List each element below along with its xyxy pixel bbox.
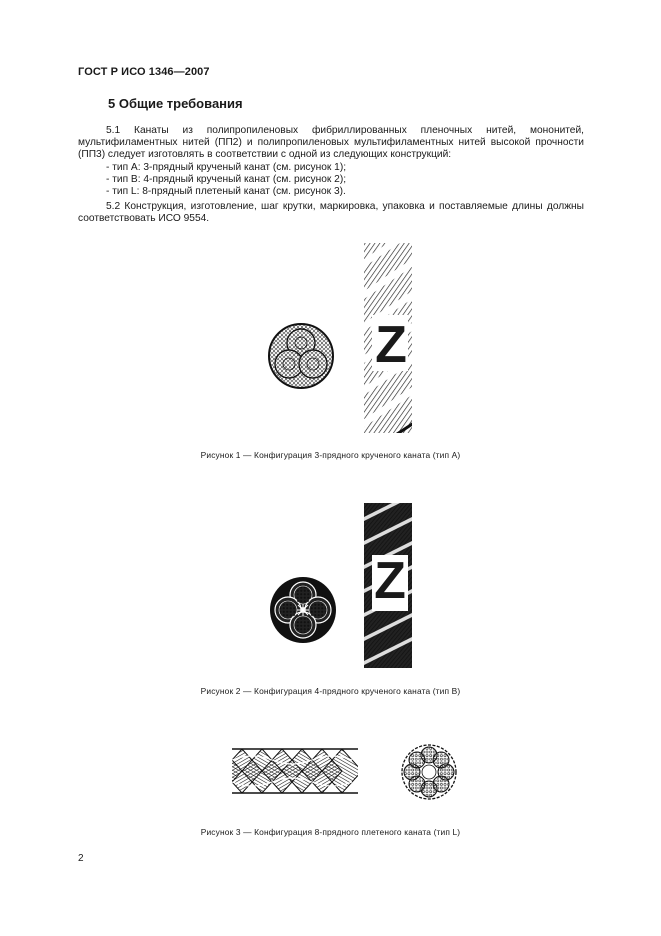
clause-5-1-text: 5.1 Канаты из полипропиленовых фибриллированных пленочных нитей, мононитей, мультифиламентных нитей (ПП2) и полипропиленовых мультифиламентных нитей высокой прочности (ПП3) следует изготовлять в соответствии с одной из следующих конструкций: <box>78 125 584 160</box>
figure-1-cross-section <box>266 321 336 391</box>
figure-1-twist-letter: Z <box>375 316 407 374</box>
figure-2-cross-section <box>268 575 338 645</box>
list-item-type-a: - тип А: 3-прядный крученый канат (см. рисунок 1); <box>106 162 347 173</box>
figure-2-caption: Рисунок 2 — Конфигурация 4-прядного крученого каната (тип В) <box>200 686 461 696</box>
document-header: ГОСТ Р ИСО 1346—2007 <box>78 66 210 78</box>
figure-1-caption: Рисунок 1 — Конфигурация 3-прядного крученого каната (тип А) <box>200 450 461 460</box>
list-item-type-b: - тип В: 4-прядный крученый канат (см. рисунок 2); <box>106 174 347 185</box>
list-item-type-l: - тип L: 8-прядный плетеный канат (см. рисунок 3). <box>106 186 346 197</box>
figure-3-cross-section <box>400 743 458 801</box>
figure-3-braid-side-view <box>232 746 358 796</box>
page-number: 2 <box>78 853 84 864</box>
section-title: 5 Общие требования <box>108 96 243 111</box>
figure-3-caption: Рисунок 3 — Конфигурация 8-прядного плетеного каната (тип L) <box>200 827 461 837</box>
figure-2-twist-letter: Z <box>374 552 406 610</box>
clause-5-2-text: 5.2 Конструкция, изготовление, шаг крутки, маркировка, упаковка и поставляемые длины должны соответствовать ИСО 9554. <box>78 201 584 224</box>
